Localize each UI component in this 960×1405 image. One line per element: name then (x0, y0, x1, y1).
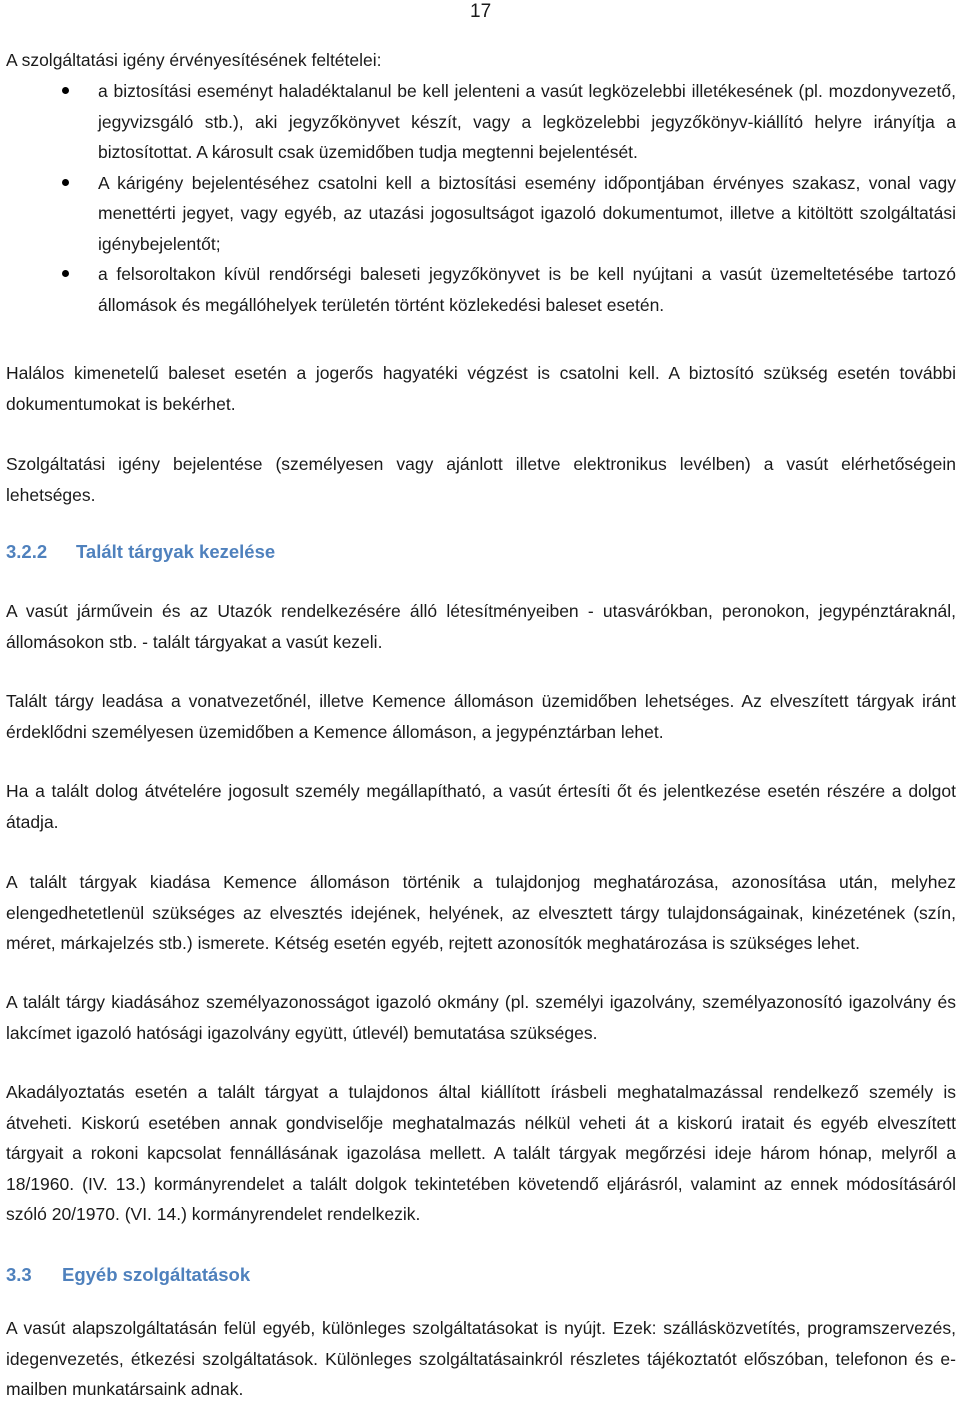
paragraph (6, 449, 956, 510)
section-heading (6, 1264, 250, 1286)
section-title: Talált tárgyak kezelése (76, 541, 276, 562)
list-item: A kárigény bejelentéséhez csatolni kell a biztosítási esemény időpontjában érvényes szakasz, vonal vagy menettérti jegyet, vagy egyéb, az utazási jogosultságot igazoló dokumentumot, illetve a kitöltött szolgáltatási igénybejelentőt; (98, 168, 956, 260)
paragraph (6, 686, 956, 747)
section-number: 3.3 (6, 1264, 32, 1285)
section-title: Egyéb szolgáltatások (62, 1264, 251, 1285)
section-heading (6, 541, 275, 563)
list-item: a biztosítási eseményt haladéktalanul be kell jelenteni a vasút legközelebbi illetékesének (pl. mozdonyvezető, jegyvizsgáló stb.), aki jegyzőkönyvet készít, vagy a legközelebbi jegyzőkönyv-kiállító helyre irányítja a biztosítottat. A károsult csak üzemidőben tudja megtenni bejelentését. (98, 76, 956, 168)
section-number: 3.2.2 (6, 541, 48, 562)
requirements-list (98, 76, 956, 320)
paragraph-text: A vasút alapszolgáltatásán felül egyéb, különleges szolgáltatásokat is nyújt. Ezek: szállásközvetítés, programszervezés, idegenvezetés, étkezési szolgáltatások. Különleges szolgáltatásainkról részletes tájékoztatót előszóban, telefonon és e-mailben munkatársaink adnak. (6, 1318, 956, 1399)
paragraph-text: A vasút járművein és az Utazók rendelkezésére álló létesítményeiben - utasvárókban, peronokon, jegypénztáraknál, állomásokon stb. - talált tárgyakat a vasút kezeli. (6, 601, 956, 652)
paragraph (6, 1313, 956, 1405)
intro-text: A szolgáltatási igény érvényesítésének feltételei: (6, 50, 382, 70)
paragraph-text: Ha a talált dolog átvételére jogosult személy megállapítható, a vasút értesíti őt és jelentkezése esetén részére a dolgot átadja. (6, 781, 956, 832)
paragraph (6, 987, 956, 1048)
paragraph (6, 867, 956, 959)
list-item: a felsoroltakon kívül rendőrségi baleseti jegyzőkönyvet is be kell nyújtani a vasút üzemeltetésébe tartozó állomások és megállóhelyek területén történt közlekedési baleset esetén. (98, 259, 956, 320)
paragraph-text: Talált tárgy leadása a vonatvezetőnél, illetve Kemence állomáson üzemidőben lehetséges. Az elveszített tárgyak iránt érdeklődni személyesen üzemidőben a Kemence állomáson, a jegypénztárban lehet. (6, 691, 956, 742)
paragraph-text: A talált tárgy kiadásához személyazonosságot igazoló okmány (pl. személyi igazolvány, személyazonosító igazolvány és lakcímet igazoló hatósági igazolvány együtt, útlevél) bemutatása szükséges. (6, 992, 956, 1043)
paragraph (6, 596, 956, 657)
paragraph (6, 1077, 956, 1230)
paragraph-text: Halálos kimenetelű baleset esetén a jogerős hagyatéki végzést is csatolni kell. A biztosító szükség esetén további dokumentumokat is bekérhet. (6, 363, 956, 414)
paragraph-text: A talált tárgyak kiadása Kemence állomáson történik a tulajdonjog meghatározása, azonosítása után, melyhez elengedhetetlenül szükséges az elvesztés idejének, helyének, az elvesztett tárgy tulajdonságainak, kinézetének (szín, méret, márkajelzés stb.) ismerete. Kétség esetén egyéb, rejtett azonosítók meghatározása is szükséges lehet. (6, 872, 956, 953)
page-number: 17 (470, 1, 492, 22)
paragraph-text: Szolgáltatási igény bejelentése (személyesen vagy ajánlott illetve elektronikus levélben) a vasút elérhetőségein lehetséges. (6, 454, 956, 505)
paragraph (6, 776, 956, 837)
intro-paragraph (6, 45, 956, 76)
paragraph-text: Akadályoztatás esetén a talált tárgyat a tulajdonos által kiállított írásbeli meghatalmazással rendelkező személy is átveheti. Kiskorú esetében annak gondviselője meghatalmazás nélkül veheti át a kiskorú iratait és egyéb elveszített tárgyait a rokoni kapcsolat fennállásának igazolása mellett. A talált tárgyak megőrzési ideje három hónap, melyről a 18/1960. (IV. 13.) kormányrendelet a talált dolgok tekintetében követendő eljárásról, valamint az ennek módosításáról szóló 20/1970. (VI. 14.) kormányrendelet rendelkezik. (6, 1082, 956, 1224)
paragraph (6, 358, 956, 419)
